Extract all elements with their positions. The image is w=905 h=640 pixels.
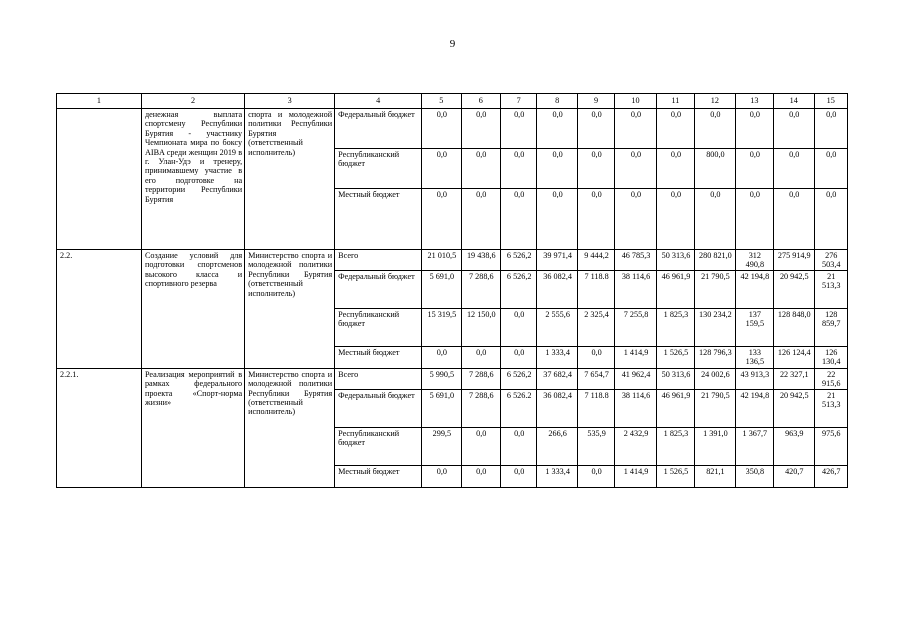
amount-cell: 0,0 [615,189,656,250]
amount-cell: 0,0 [814,109,848,149]
amount-cell: 276 503,4 [814,250,848,271]
amount-cell: 0,0 [577,189,614,250]
amount-cell: 50 313,6 [656,368,694,389]
funding-source-cell: Республиканский бюджет [335,427,422,465]
amount-cell: 21 010,5 [422,250,461,271]
amount-cell: 0,0 [537,109,577,149]
amount-cell: 7 288,6 [461,368,500,389]
amount-cell: 6 526,2 [501,250,537,271]
amount-cell: 0,0 [656,149,694,189]
amount-cell: 0,0 [774,189,814,250]
measure-name-cell: денежная выплата спортсмену Республики Бурятия - участнику Чемпионата мира по боксу AIBA среди женщин 2019 в г. Улан-Удэ и тренеру, принимавшему участие в его подготовке на территории Республики Бурятия [141,109,244,250]
amount-cell: 280 821,0 [695,250,735,271]
funding-source-cell: Республиканский бюджет [335,308,422,346]
amount-cell: 0,0 [501,109,537,149]
amount-cell: 6 526.2 [501,389,537,427]
amount-cell: 0,0 [656,109,694,149]
amount-cell: 126 130,4 [814,346,848,368]
table-row [57,250,848,271]
row-number-cell: 2.2.1. [57,368,142,487]
funding-source-cell: Местный бюджет [335,346,422,368]
amount-cell: 420,7 [774,465,814,487]
amount-cell: 43 913,3 [735,368,773,389]
amount-cell: 0,0 [774,109,814,149]
amount-cell: 0,0 [735,109,773,149]
amount-cell: 0,0 [461,346,500,368]
amount-cell: 0,0 [656,189,694,250]
amount-cell: 0,0 [695,109,735,149]
executor-cell: Министерство спорта и молодежной политики Республики Бурятия (ответственный исполнитель) [245,368,335,487]
amount-cell: 41 962,4 [615,368,656,389]
amount-cell: 0,0 [577,465,614,487]
amount-cell: 12 150,0 [461,308,500,346]
amount-cell: 0,0 [501,149,537,189]
amount-cell: 19 438,6 [461,250,500,271]
amount-cell: 22 327,1 [774,368,814,389]
amount-cell: 0,0 [461,427,500,465]
amount-cell: 7 288,6 [461,389,500,427]
measure-name-cell: Создание условий для подготовки спортсменов высокого класса и спортивного резерва [141,250,244,369]
header-cell: 1 [57,94,142,109]
amount-cell: 0,0 [577,149,614,189]
amount-cell: 6 526,2 [501,368,537,389]
amount-cell: 0,0 [537,189,577,250]
amount-cell: 50 313,6 [656,250,694,271]
amount-cell: 137 159,5 [735,308,773,346]
funding-source-cell: Местный бюджет [335,465,422,487]
budget-table [56,93,848,488]
amount-cell: 0,0 [814,189,848,250]
funding-source-cell: Всего [335,368,422,389]
amount-cell: 0,0 [577,109,614,149]
amount-cell: 0,0 [537,149,577,189]
amount-cell: 1 825,3 [656,427,694,465]
amount-cell: 0,0 [814,149,848,189]
amount-cell: 0,0 [422,149,461,189]
amount-cell: 535,9 [577,427,614,465]
amount-cell: 426,7 [814,465,848,487]
amount-cell: 0,0 [461,149,500,189]
amount-cell: 7 255,8 [615,308,656,346]
amount-cell: 0,0 [422,189,461,250]
amount-cell: 1 414,9 [615,346,656,368]
amount-cell: 5 990,5 [422,368,461,389]
header-cell: 7 [501,94,537,109]
amount-cell: 38 114,6 [615,270,656,308]
header-cell: 13 [735,94,773,109]
amount-cell: 1 825,3 [656,308,694,346]
amount-cell: 42 194,8 [735,270,773,308]
amount-cell: 1 333,4 [537,346,577,368]
amount-cell: 275 914,9 [774,250,814,271]
header-cell: 3 [245,94,335,109]
executor-cell: Министерство спорта и молодежной политики Республики Бурятия (ответственный исполнитель) [245,250,335,369]
amount-cell: 0,0 [774,149,814,189]
amount-cell: 21 790,5 [695,270,735,308]
amount-cell: 130 234,2 [695,308,735,346]
header-cell: 6 [461,94,500,109]
amount-cell: 0,0 [461,465,500,487]
header-cell: 12 [695,94,735,109]
header-row [57,94,848,109]
amount-cell: 1 414,9 [615,465,656,487]
amount-cell: 20 942,5 [774,270,814,308]
amount-cell: 1 333,4 [537,465,577,487]
amount-cell: 0,0 [615,149,656,189]
amount-cell: 128 848,0 [774,308,814,346]
amount-cell: 0,0 [422,465,461,487]
amount-cell: 0,0 [501,189,537,250]
amount-cell: 0,0 [461,109,500,149]
header-cell: 11 [656,94,694,109]
header-cell: 14 [774,94,814,109]
amount-cell: 299,5 [422,427,461,465]
header-cell: 4 [335,94,422,109]
amount-cell: 5 691,0 [422,389,461,427]
amount-cell: 1 526,5 [656,346,694,368]
amount-cell: 7 654,7 [577,368,614,389]
amount-cell: 0,0 [615,109,656,149]
amount-cell: 1 391,0 [695,427,735,465]
amount-cell: 5 691,0 [422,270,461,308]
amount-cell: 37 682,4 [537,368,577,389]
amount-cell: 350,8 [735,465,773,487]
row-number-cell: 2.2. [57,250,142,369]
amount-cell: 24 002,6 [695,368,735,389]
executor-cell: спорта и молодежной политики Республики Бурятия (ответственный исполнитель) [245,109,335,250]
amount-cell: 7 118.8 [577,270,614,308]
amount-cell: 312 490,8 [735,250,773,271]
amount-cell: 46 961,9 [656,389,694,427]
measure-name-cell: Реализация мероприятий в рамках федерального проекта «Спорт-норма жизни» [141,368,244,487]
table-row [57,109,848,149]
amount-cell: 36 082,4 [537,389,577,427]
funding-source-cell: Федеральный бюджет [335,109,422,149]
amount-cell: 2 432,9 [615,427,656,465]
header-cell: 5 [422,94,461,109]
amount-cell: 0,0 [501,465,537,487]
amount-cell: 0,0 [461,189,500,250]
funding-source-cell: Республиканский бюджет [335,149,422,189]
amount-cell: 128 859,7 [814,308,848,346]
funding-source-cell: Федеральный бюджет [335,270,422,308]
amount-cell: 821,1 [695,465,735,487]
funding-source-cell: Всего [335,250,422,271]
amount-cell: 21 513,3 [814,389,848,427]
amount-cell: 0,0 [735,149,773,189]
amount-cell: 20 942,5 [774,389,814,427]
amount-cell: 39 971,4 [537,250,577,271]
amount-cell: 266,6 [537,427,577,465]
amount-cell: 7 118.8 [577,389,614,427]
amount-cell: 38 114,6 [615,389,656,427]
funding-source-cell: Федеральный бюджет [335,389,422,427]
header-cell: 2 [141,94,244,109]
amount-cell: 0,0 [735,189,773,250]
amount-cell: 128 796,3 [695,346,735,368]
amount-cell: 0,0 [422,109,461,149]
amount-cell: 0,0 [695,189,735,250]
amount-cell: 0,0 [501,427,537,465]
page-number: 9 [449,38,456,50]
amount-cell: 46 785,3 [615,250,656,271]
amount-cell: 36 082,4 [537,270,577,308]
header-cell: 15 [814,94,848,109]
amount-cell: 1 526,5 [656,465,694,487]
row-number-cell [57,109,142,250]
amount-cell: 1 367,7 [735,427,773,465]
amount-cell: 133 136,5 [735,346,773,368]
amount-cell: 22 915,6 [814,368,848,389]
amount-cell: 0,0 [501,308,537,346]
amount-cell: 6 526,2 [501,270,537,308]
funding-source-cell: Местный бюджет [335,189,422,250]
header-cell: 8 [537,94,577,109]
amount-cell: 975,6 [814,427,848,465]
amount-cell: 9 444,2 [577,250,614,271]
amount-cell: 21 513,3 [814,270,848,308]
amount-cell: 46 961,9 [656,270,694,308]
amount-cell: 2 555,6 [537,308,577,346]
amount-cell: 0,0 [577,346,614,368]
amount-cell: 0,0 [422,346,461,368]
amount-cell: 800,0 [695,149,735,189]
amount-cell: 42 194,8 [735,389,773,427]
amount-cell: 0,0 [501,346,537,368]
amount-cell: 2 325,4 [577,308,614,346]
table-row [57,368,848,389]
amount-cell: 21 790,5 [695,389,735,427]
amount-cell: 963,9 [774,427,814,465]
amount-cell: 126 124,4 [774,346,814,368]
amount-cell: 7 288,6 [461,270,500,308]
header-cell: 9 [577,94,614,109]
header-cell: 10 [615,94,656,109]
amount-cell: 15 319,5 [422,308,461,346]
